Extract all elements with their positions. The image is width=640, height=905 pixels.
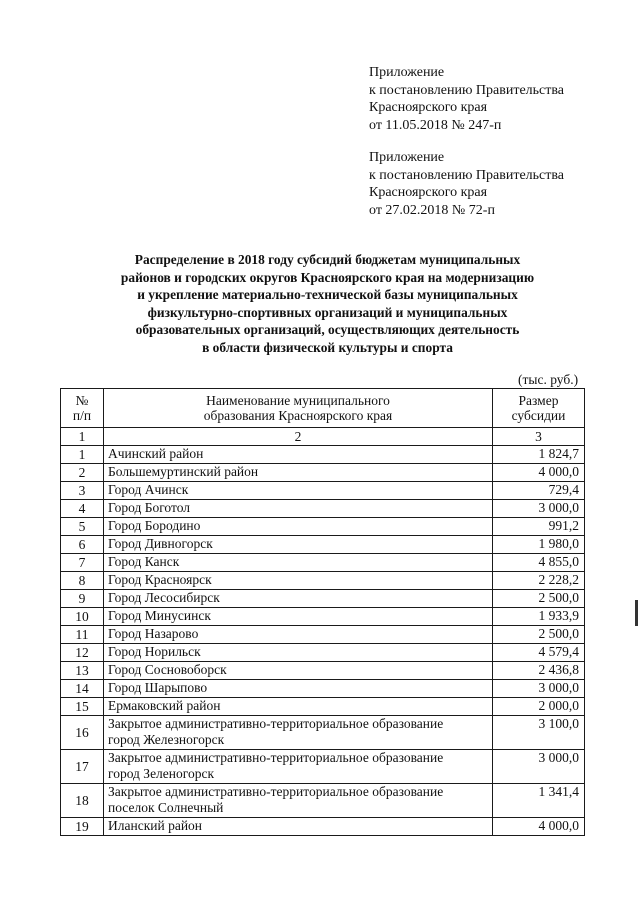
- header-number-line1: №: [75, 392, 89, 408]
- subsidy-amount: 4 000,0: [493, 464, 585, 482]
- municipality-name-line2: город Железногорск: [108, 731, 225, 747]
- appendix-original-line2: к постановлению Правительства: [369, 167, 565, 183]
- header-amount: [493, 389, 585, 428]
- table-row: [61, 818, 585, 836]
- subsidy-amount: 4 000,0: [493, 818, 585, 836]
- table-row: [61, 680, 585, 698]
- column-number: 1: [61, 428, 104, 446]
- municipality-name: Город Норильск: [104, 644, 493, 662]
- row-number: 13: [61, 662, 104, 680]
- table-row: [61, 572, 585, 590]
- row-number: 18: [61, 784, 104, 818]
- table-row: [61, 608, 585, 626]
- municipality-name: [104, 716, 493, 750]
- appendix-current-line3: Красноярского края: [369, 100, 488, 115]
- table-row: [61, 716, 585, 750]
- subsidy-amount: 3 000,0: [493, 750, 585, 784]
- table-header-row: [61, 389, 585, 428]
- municipality-name: Город Канск: [104, 554, 493, 572]
- subsidy-amount: 1 933,9: [493, 608, 585, 626]
- header-amount-line2: субсидии: [511, 408, 566, 423]
- title-line: Распределение в 2018 году субсидий бюджетам муниципальных: [134, 252, 521, 267]
- subsidy-amount: 3 100,0: [493, 716, 585, 750]
- units-label: (тыс. руб.): [518, 372, 579, 387]
- municipality-name: [104, 784, 493, 818]
- table-row: [61, 750, 585, 784]
- subsidy-amount: 2 000,0: [493, 698, 585, 716]
- table-row: [61, 518, 585, 536]
- municipality-name: Город Минусинск: [104, 608, 493, 626]
- row-number: 17: [61, 750, 104, 784]
- header-number: [61, 389, 104, 428]
- appendix-current-line4: от 11.05.2018 № 247-п: [369, 117, 502, 133]
- table-row: [61, 644, 585, 662]
- row-number: 7: [61, 554, 104, 572]
- header-name: [104, 389, 493, 428]
- row-number: 19: [61, 818, 104, 836]
- municipality-name-line1: Закрытое административно-территориальное образование: [108, 750, 444, 765]
- appendix-current-line1: Приложение: [369, 65, 445, 80]
- municipality-name: Город Шарыпово: [104, 680, 493, 698]
- table-row: [61, 482, 585, 500]
- column-number: 3: [493, 428, 585, 446]
- subsidy-amount: 991,2: [493, 518, 585, 536]
- municipality-name: Город Дивногорск: [104, 536, 493, 554]
- appendix-original: [369, 149, 564, 219]
- municipality-name: Город Бородино: [104, 518, 493, 536]
- header-number-line2: п/п: [72, 408, 92, 423]
- row-number: 9: [61, 590, 104, 608]
- subsidy-amount: 1 980,0: [493, 536, 585, 554]
- table-row: [61, 626, 585, 644]
- header-name-line1: Наименование муниципального: [206, 392, 390, 408]
- row-number: 11: [61, 626, 104, 644]
- row-number: 8: [61, 572, 104, 590]
- subsidy-amount: 4 855,0: [493, 554, 585, 572]
- column-number-row: [61, 428, 585, 446]
- column-number: 2: [104, 428, 493, 446]
- row-number: 15: [61, 698, 104, 716]
- subsidy-table: [60, 388, 585, 836]
- appendix-original-line3: Красноярского края: [369, 185, 488, 200]
- title-line: в области физической культуры и спорта: [202, 339, 453, 355]
- subsidy-amount: 4 579,4: [493, 644, 585, 662]
- subsidy-amount: 2 228,2: [493, 572, 585, 590]
- table-row: [61, 554, 585, 572]
- row-number: 1: [61, 446, 104, 464]
- header-amount-line1: Размер: [518, 392, 559, 408]
- title-line: образовательных организаций, осуществляющих деятельность: [135, 322, 520, 338]
- subsidy-amount: 2 436,8: [493, 662, 585, 680]
- title-line: физкультурно-спортивных организаций и муниципальных: [147, 304, 508, 320]
- row-number: 12: [61, 644, 104, 662]
- municipality-name: [104, 750, 493, 784]
- row-number: 6: [61, 536, 104, 554]
- subsidy-amount: 2 500,0: [493, 590, 585, 608]
- subsidy-amount: 1 824,7: [493, 446, 585, 464]
- municipality-name: Ермаковский район: [104, 698, 493, 716]
- scan-edge-mark: [635, 600, 638, 626]
- table-row: [61, 536, 585, 554]
- appendix-current-line2: к постановлению Правительства: [369, 82, 565, 98]
- table-row: [61, 500, 585, 518]
- table-row: [61, 446, 585, 464]
- row-number: 3: [61, 482, 104, 500]
- header-name-line2: образования Красноярского края: [203, 408, 393, 423]
- row-number: 16: [61, 716, 104, 750]
- municipality-name: Большемуртинский район: [104, 464, 493, 482]
- municipality-name: Город Ачинск: [104, 482, 493, 500]
- appendix-original-line1: Приложение: [369, 150, 445, 165]
- title-line: и укрепление материально-технической базы муниципальных: [137, 287, 518, 303]
- municipality-name: Город Сосновоборск: [104, 662, 493, 680]
- title-line: районов и городских округов Красноярского края на модернизацию: [120, 269, 535, 285]
- table-row: [61, 698, 585, 716]
- subsidy-amount: 1 341,4: [493, 784, 585, 818]
- municipality-name: Город Боготол: [104, 500, 493, 518]
- municipality-name-line2: город Зеленогорск: [108, 765, 215, 781]
- municipality-name: Ачинский район: [104, 446, 493, 464]
- table-row: [61, 590, 585, 608]
- row-number: 14: [61, 680, 104, 698]
- table-row: [61, 662, 585, 680]
- municipality-name: Город Назарово: [104, 626, 493, 644]
- municipality-name: Город Красноярск: [104, 572, 493, 590]
- appendix-original-line4: от 27.02.2018 № 72-п: [369, 202, 495, 218]
- subsidy-amount: 3 000,0: [493, 500, 585, 518]
- subsidy-amount: 2 500,0: [493, 626, 585, 644]
- table-row: [61, 784, 585, 818]
- document-title: [60, 251, 595, 357]
- row-number: 5: [61, 518, 104, 536]
- municipality-name-line1: Закрытое административно-территориальное образование: [108, 784, 444, 799]
- appendix-current: [369, 64, 564, 134]
- municipality-name: Город Лесосибирск: [104, 590, 493, 608]
- table-row: [61, 464, 585, 482]
- subsidy-amount: 729,4: [493, 482, 585, 500]
- row-number: 10: [61, 608, 104, 626]
- municipality-name-line2: поселок Солнечный: [108, 799, 224, 815]
- municipality-name: Иланский район: [104, 818, 493, 836]
- subsidy-amount: 3 000,0: [493, 680, 585, 698]
- municipality-name-line1: Закрытое административно-территориальное образование: [108, 716, 444, 731]
- row-number: 4: [61, 500, 104, 518]
- row-number: 2: [61, 464, 104, 482]
